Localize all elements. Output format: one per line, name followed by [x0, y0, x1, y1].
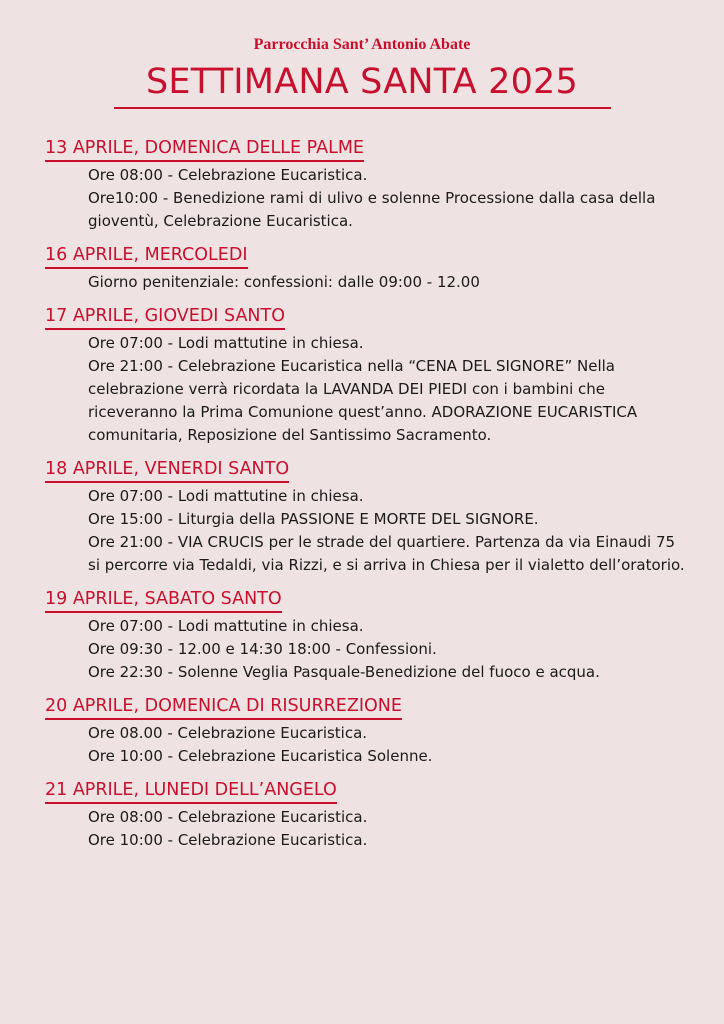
day-events — [45, 806, 685, 852]
day-events — [45, 332, 685, 447]
day-heading: 18 APRILE, VENERDI SANTO — [45, 457, 289, 483]
day-events — [45, 615, 685, 684]
title-underline — [114, 107, 611, 109]
parish-name: Parrocchia Sant’ Antonio Abate — [253, 36, 471, 53]
event-line: Giorno penitenziale: confessioni: dalle 09:00 - 12.00 — [88, 273, 480, 291]
event-line: Ore 07:00 - Lodi mattutine in chiesa. — [88, 617, 364, 635]
event-line: Ore 21:00 - Celebrazione Eucaristica nella “CENA DEL SIGNORE” Nella celebrazione verrà ricordata la LAVANDA DEI PIEDI con i bambini che riceveranno la Prima Comunione quest’anno. ADORAZIONE EUCARISTICA comunitaria, Reposizione del Santissimo Sacramento. — [88, 357, 638, 444]
day-heading: 13 APRILE, DOMENICA DELLE PALME — [45, 136, 364, 162]
event-line: Ore 07:00 - Lodi mattutine in chiesa. — [88, 334, 364, 352]
day-heading: 16 APRILE, MERCOLEDI — [45, 243, 248, 269]
day-section — [45, 136, 685, 233]
day-section — [45, 778, 685, 852]
day-heading: 21 APRILE, LUNEDI DELL’ANGELO — [45, 778, 337, 804]
day-section — [45, 304, 685, 447]
event-line: Ore 08:00 - Celebrazione Eucaristica. — [88, 808, 368, 826]
day-events — [45, 722, 685, 768]
day-section — [45, 694, 685, 768]
event-line: Ore 22:30 - Solenne Veglia Pasquale-Benedizione del fuoco e acqua. — [88, 663, 600, 681]
day-heading: 17 APRILE, GIOVEDI SANTO — [45, 304, 285, 330]
event-line: Ore 10:00 - Celebrazione Eucaristica Solenne. — [88, 747, 433, 765]
day-section — [45, 587, 685, 684]
event-line: Ore 21:00 - VIA CRUCIS per le strade del quartiere. Partenza da via Einaudi 75 si percorre via Tedaldi, via Rizzi, e si arriva in Chiesa per il vialetto dell’oratorio. — [88, 533, 685, 574]
event-line: Ore 08.00 - Celebrazione Eucaristica. — [88, 724, 368, 742]
event-line: Ore10:00 - Benedizione rami di ulivo e solenne Processione dalla casa della gioventù, Celebrazione Eucaristica. — [88, 189, 656, 230]
event-line: Ore 08:00 - Celebrazione Eucaristica. — [88, 166, 368, 184]
day-section — [45, 243, 685, 294]
event-line: Ore 15:00 - Liturgia della PASSIONE E MORTE DEL SIGNORE. — [88, 510, 539, 528]
page-title: SETTIMANA SANTA 2025 — [146, 62, 578, 102]
day-heading: 19 APRILE, SABATO SANTO — [45, 587, 282, 613]
day-section — [45, 457, 685, 577]
day-events — [45, 271, 685, 294]
schedule — [45, 136, 685, 862]
day-events — [45, 485, 685, 577]
event-line: Ore 09:30 - 12.00 e 14:30 18:00 - Confessioni. — [88, 640, 437, 658]
event-line: Ore 10:00 - Celebrazione Eucaristica. — [88, 831, 368, 849]
day-heading: 20 APRILE, DOMENICA DI RISURREZIONE — [45, 694, 402, 720]
day-events — [45, 164, 685, 233]
event-line: Ore 07:00 - Lodi mattutine in chiesa. — [88, 487, 364, 505]
